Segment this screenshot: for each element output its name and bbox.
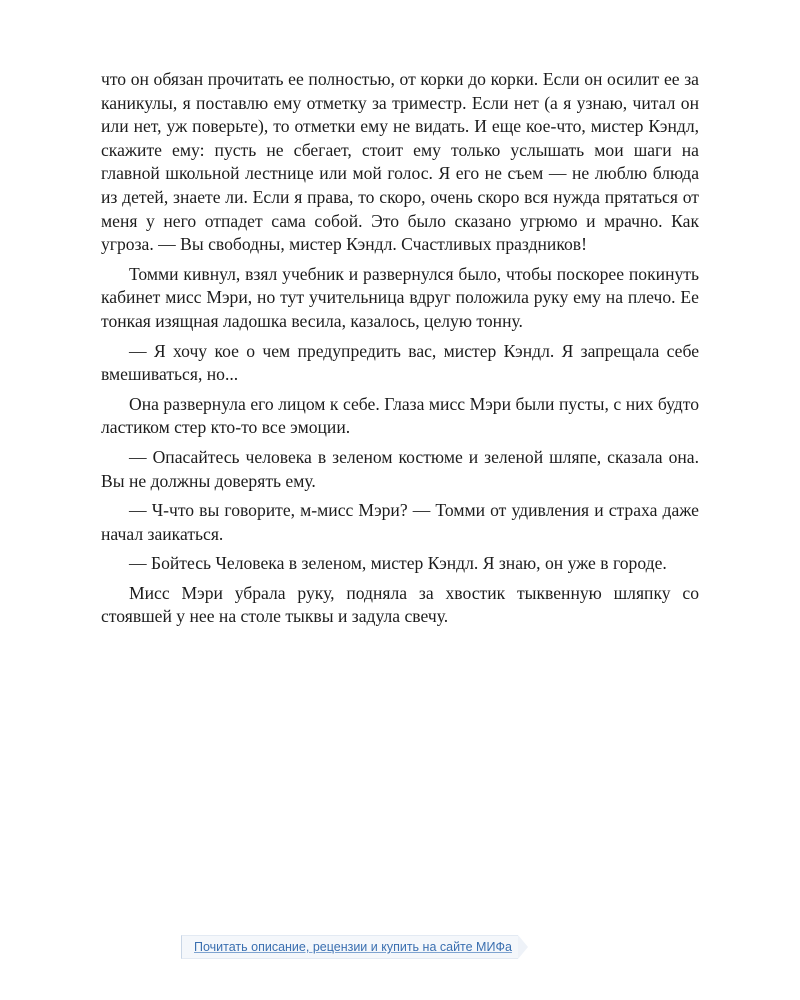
- arrow-right-icon: [518, 935, 528, 959]
- paragraph-5: — Опасайтесь человека в зеленом костюме и зеленой шляпе, сказала она. Вы не должны доверять ему.: [101, 446, 699, 491]
- paragraph-1: что он обязан прочитать ее полностью, от корки до корки. Если он осилит ее за каникулы, я поставлю ему отметку за триместр. Если нет (а я узнаю, читал он или нет, уж поверьте), то отметки ему не видать. И еще кое-что, мистер Кэндл, скажите ему: пусть не сбегает, стоит ему только услышать мои шаги на главной школьной лестнице или мой голос. Я его не съем — не люблю блюда из детей, знаете ли. Если я права, то скоро, очень скоро вся нужда прятаться от меня у него отпадет сама собой. Это было сказано угрюмо и мрачно. Как угроза. — Вы свободны, мистер Кэндл. Счастливых праздников!: [101, 69, 699, 255]
- buy-link[interactable]: Почитать описание, рецензии и купить на сайте МИФа: [181, 935, 518, 959]
- paragraph-7: — Бойтесь Человека в зеленом, мистер Кэндл. Я знаю, он уже в городе.: [129, 553, 667, 574]
- paragraph-4: Она развернула его лицом к себе. Глаза мисс Мэри были пусты, с них будто ластиком стер кто-то все эмоции.: [101, 393, 699, 438]
- paragraph-3: — Я хочу кое о чем предупредить вас, мистер Кэндл. Я запрещала себе вмешиваться, но...: [101, 340, 699, 385]
- buy-banner: [181, 935, 615, 959]
- paragraph-8: Мисс Мэри убрала руку, подняла за хвостик тыквенную шляпку со стоявшей у нее на столе тыквы и задула свечу.: [101, 582, 699, 627]
- paragraph-2: Томми кивнул, взял учебник и развернулся было, чтобы поскорее покинуть кабинет мисс Мэри, но тут учительница вдруг положила руку ему на плечо. Ее тонкая изящная ладошка весила, казалось, целую тонну.: [101, 263, 699, 331]
- book-text: [101, 68, 699, 635]
- paragraph-6: — Ч-что вы говорите, м-мисс Мэри? — Томми от удивления и страха даже начал заикаться.: [101, 500, 699, 544]
